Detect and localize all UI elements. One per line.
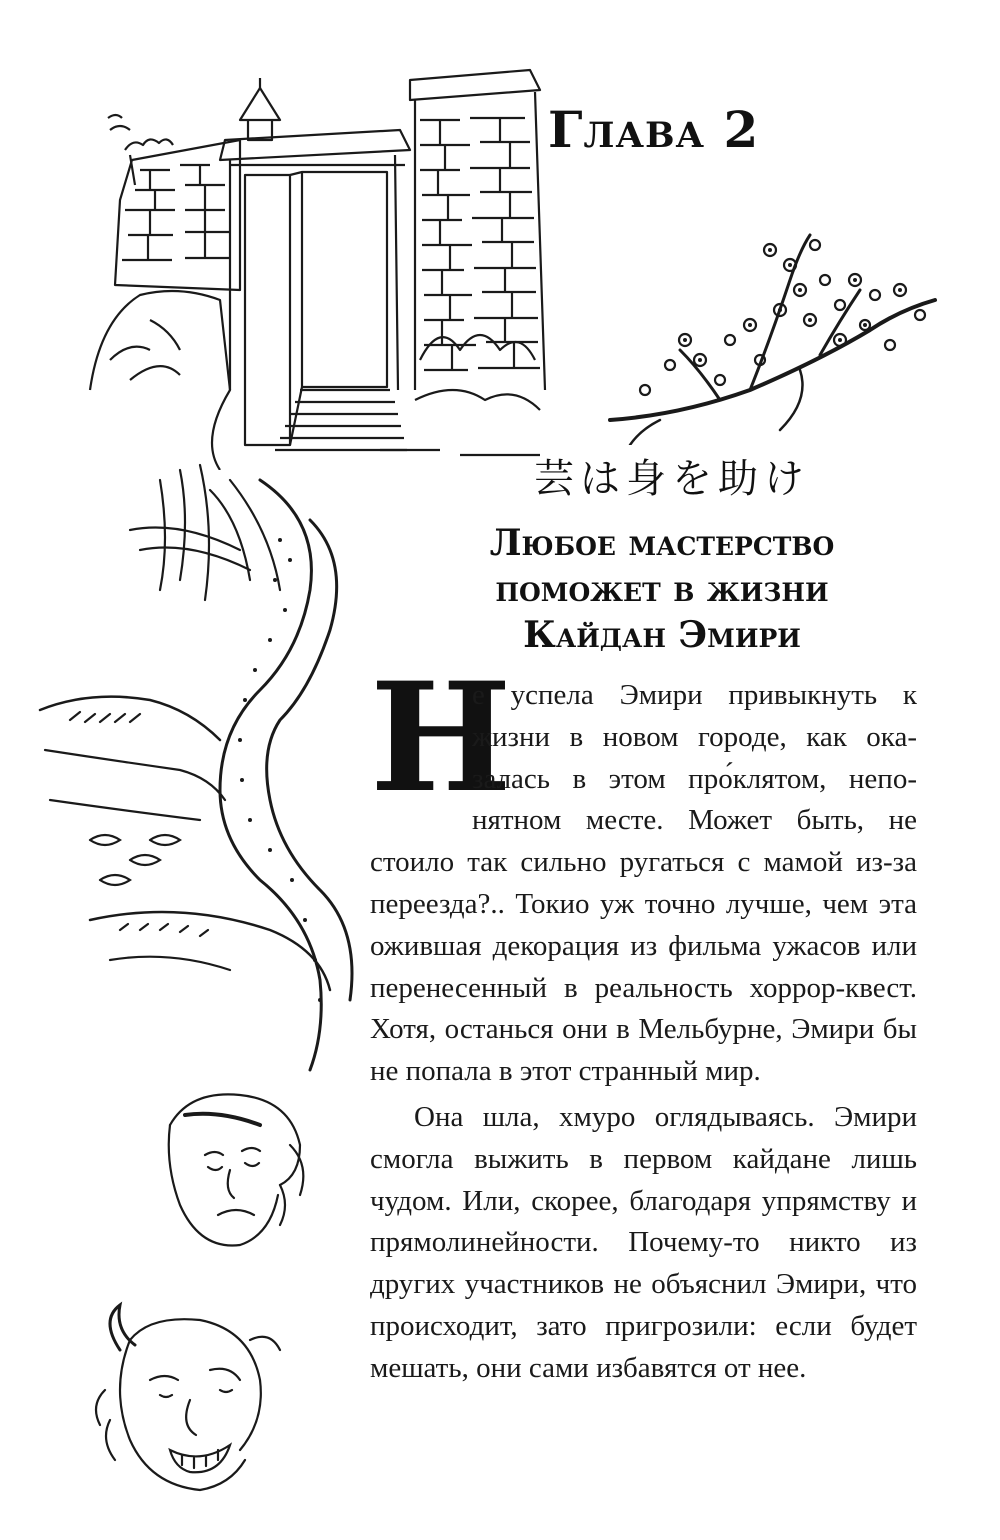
paragraph-1 [370, 650, 917, 1093]
paragraph-2: Она шла, хмуро оглядываясь. Эмири смогла выжить в первом кайдане лишь чудом. Или, скорее, благодаря упрямству и прямолинейности. Почему-то никто из других участников не объяснил Эмири, что происходит, зато пригрозили: если будет мешать, они сами избавятся от нее. [370, 1100, 917, 1384]
subtitle-line-1: Любое мастерство [489, 522, 835, 564]
sad-face-illustration [150, 1085, 310, 1255]
horned-demon-illustration [90, 1300, 290, 1500]
castle-gate-illustration [80, 60, 550, 470]
body-text [370, 650, 917, 1390]
proverb-japanese: 芸は身を助け [534, 456, 810, 502]
blossom-branch-illustration [600, 220, 945, 445]
subtitle-heading [418, 520, 906, 658]
subtitle-line-3: Кайдан Эмири [523, 614, 801, 656]
drop-cap: Н [370, 650, 512, 826]
paragraph-1-text: е успела Эмири привыкнуть к жизни в новом городе, как оказалась в этом про́клятом, непонятном месте. Может быть, не стоило так сильно ругаться с мамой из-за переезда?.. Токио уж точно лучше, чем эта ожившая декорация из фильма ужасов или перенесенный в реальность хоррор-квест. Хотя, останься они в Мельбурне, Эмири бы не попала в этот странный мир. [370, 679, 917, 1088]
twisted-tree-illustration [30, 460, 370, 1080]
subtitle-line-2: поможет в жизни [495, 568, 829, 610]
chapter-title: Глава 2 [548, 100, 760, 159]
